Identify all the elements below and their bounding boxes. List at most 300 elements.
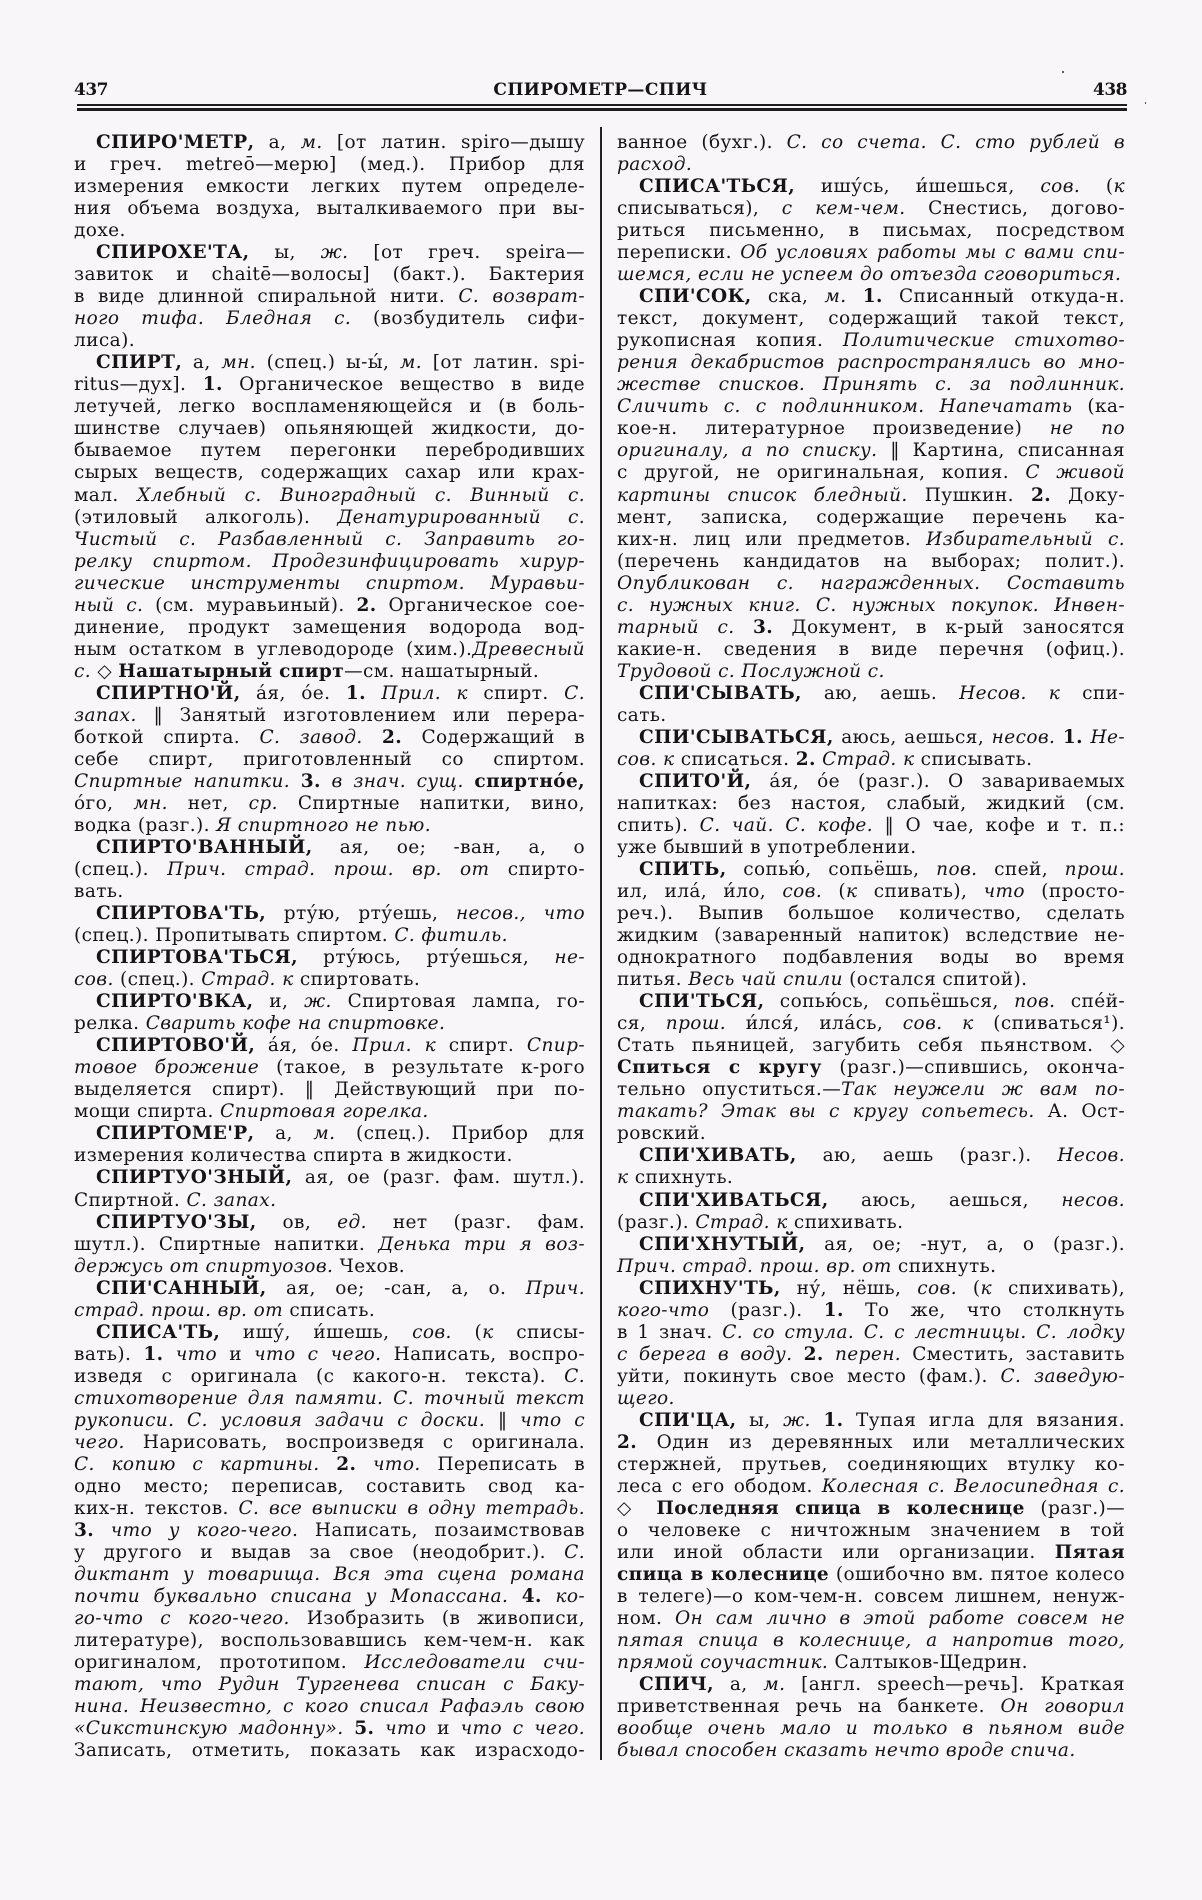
italic-text: что — [983, 881, 1025, 903]
headword: СПИ'ЦА, — [639, 1409, 737, 1431]
text-line — [617, 969, 1125, 991]
text-line — [617, 1696, 1125, 1718]
text — [290, 771, 301, 792]
text-line — [617, 551, 1125, 573]
italic-text: такать? Этак вы с кругу сопьетесь. — [617, 1101, 1035, 1123]
entry-first-line — [617, 1145, 1125, 1167]
text: ( — [1080, 176, 1114, 198]
text-line — [74, 1388, 585, 1410]
entry-first-line — [74, 1322, 585, 1344]
entry-first-line — [74, 132, 585, 154]
entry-first-line — [617, 1674, 1125, 1696]
text: у другого и выдав за свое (неодобрит.). — [74, 1542, 565, 1563]
text-line — [617, 1432, 1125, 1454]
text: ‖ Картина, списанная — [877, 440, 1125, 462]
text — [356, 1454, 373, 1475]
headword: СПИСА'ТЬ, — [96, 1321, 221, 1343]
text-line — [74, 1454, 585, 1476]
italic-text: Спиртные напитки. — [74, 770, 291, 792]
text: а́я, о́е. — [240, 682, 346, 704]
text: (спец.). Пропитывать спиртом. — [74, 925, 395, 947]
right-column — [617, 132, 1125, 1762]
text-line — [617, 925, 1125, 947]
text-line — [617, 1454, 1125, 1476]
text — [792, 1344, 803, 1365]
italic-text: Хлебный с. Виноградный с. Винный с. — [137, 484, 585, 506]
text: спи- — [1060, 682, 1125, 704]
entry-first-line — [74, 1212, 585, 1234]
text-line — [74, 1586, 585, 1608]
bold-text: 3. — [300, 770, 321, 792]
entry-first-line — [617, 176, 1125, 198]
text: ая, ое; -сан, а, о. — [266, 1277, 526, 1299]
italic-text: С. со счета. С. сто рублей в — [786, 132, 1125, 153]
text: жидким (заваренный напиток) вследствие не- — [617, 925, 1125, 947]
text: спирт. — [467, 682, 565, 704]
italic-text: кого-что — [617, 1299, 710, 1321]
entry-first-line — [617, 991, 1125, 1013]
text: одно место; переписав, составить свод ка- — [74, 1475, 585, 1497]
italic-text: С. со стула. С. с лестницы. С. лодку — [722, 1321, 1125, 1343]
entry-first-line — [617, 286, 1125, 308]
italic-text: ж. — [320, 242, 349, 264]
italic-text: перен. — [834, 1343, 902, 1365]
italic-text: Спир- — [526, 1035, 585, 1057]
text: ◇ — [91, 660, 119, 682]
italic-text: что с чего. — [254, 1343, 382, 1365]
text: леса с его ободом. — [617, 1475, 822, 1497]
text-line — [74, 154, 585, 176]
bold-text: 2. — [356, 594, 377, 616]
italic-text: картины список бледный. — [617, 484, 908, 506]
text-line — [74, 1145, 585, 1167]
entry-first-line — [617, 1234, 1125, 1256]
text: мощи спирта. — [74, 1101, 221, 1123]
text: Изобразить (в живописи, — [289, 1608, 585, 1630]
text-line — [617, 198, 1125, 220]
text-line — [74, 573, 585, 595]
italic-text: Прич. — [525, 1277, 585, 1299]
text-line — [74, 1542, 585, 1564]
bold-text: спица в колеснице — [617, 1564, 830, 1586]
italic-text: несов. — [991, 726, 1056, 748]
text: (перечень кандидатов на выборах; полит.). — [617, 550, 1125, 572]
text: однократного подбавления воды во время — [617, 947, 1125, 969]
text: мент, записка, содержащие перечень ка- — [617, 506, 1125, 528]
text: ванное (бухг.). — [617, 132, 787, 153]
bold-text: Последняя спица в колеснице — [656, 1497, 1025, 1519]
italic-text: рукописи. С. условия задачи с доски. — [74, 1409, 486, 1431]
text: рту́юсь, рту́ешься, — [297, 947, 555, 969]
text: списывать. — [914, 748, 1033, 770]
italic-text: расход. — [617, 154, 693, 176]
entry-first-line — [617, 1410, 1125, 1432]
text-line — [617, 1035, 1125, 1057]
text: лиса). — [74, 330, 135, 352]
text: Доку- — [1051, 484, 1125, 506]
italic-text: Сличить с. с подлинником. Напечатать — [617, 396, 1073, 418]
text-line — [74, 1057, 585, 1079]
italic-text: сов. — [412, 1321, 452, 1343]
italic-text: диктант у товарища. Вся эта сцена романа — [74, 1564, 585, 1586]
italic-text: ко- — [555, 1586, 586, 1608]
text: а́я, о́е. — [255, 1035, 353, 1057]
text: реч.). Выпив большое количество, сделать — [617, 903, 1125, 925]
text — [321, 771, 332, 792]
italic-text: Он говорил — [1000, 1696, 1125, 1718]
italic-text: С. завод. — [259, 726, 363, 748]
text: (возбудитель сифи- — [351, 308, 585, 330]
text: спихивать), — [992, 1277, 1125, 1299]
text: спирто- — [489, 859, 585, 881]
italic-text: оригиналу, а по списку. — [617, 440, 878, 462]
text-line — [74, 1101, 585, 1123]
text-line — [617, 507, 1125, 529]
italic-text: Страд. к — [201, 969, 294, 991]
text: кое-н. литературное произведение) — [617, 418, 1050, 440]
italic-text: Чистый с. Разбавленный с. Заправить го- — [74, 528, 585, 550]
text: уже бывший в употреблении. — [617, 837, 917, 858]
text: себе спирт, приготовленный со спиртом. — [74, 748, 585, 770]
headword: СПИТЬ, — [639, 859, 727, 881]
text: и́лся́, ила́сь, — [726, 1013, 903, 1035]
text-line — [617, 1322, 1125, 1344]
italic-text: что. — [373, 1453, 421, 1475]
text-line — [74, 330, 585, 352]
text: или иной области или организации. — [617, 1542, 1055, 1563]
text: в виде длинной спиральной нити. — [74, 286, 459, 308]
bold-text: Спиться с кругу — [617, 1057, 822, 1079]
italic-text: м. — [763, 1674, 786, 1696]
text-line — [617, 1476, 1125, 1498]
text-line — [617, 1740, 1125, 1762]
text: Чехов. — [333, 1255, 406, 1277]
text-line — [74, 396, 585, 418]
text: —см. нашатырный. — [344, 660, 540, 682]
headword: СПИ'ХНУТЫЙ, — [639, 1233, 806, 1255]
text: и — [426, 1718, 461, 1740]
italic-text: мн. — [221, 352, 256, 374]
text: спей, — [977, 859, 1065, 881]
text-line — [74, 485, 585, 507]
headword: СПИ'ХИВАТЬСЯ, — [639, 1189, 829, 1211]
text: напитках: без настоя, слабый, жидкий (см. — [617, 792, 1125, 814]
text: шинстве случаев) опьяняющей жидкости, до- — [74, 418, 585, 440]
italic-text: с берега в воду. — [617, 1343, 793, 1365]
italic-text: С. — [564, 682, 585, 704]
text: списываться), — [617, 198, 782, 220]
text — [811, 1410, 824, 1431]
text: аю, аешь (разг.). — [796, 1145, 1058, 1167]
italic-text: ж. — [304, 991, 332, 1013]
bold-text: Нашатырный спирт — [118, 660, 345, 682]
text: литературе), воспользовавшись кем-чем-н. как — [74, 1630, 585, 1652]
text: Органическое вещество в виде — [222, 374, 586, 396]
italic-text: к — [617, 1167, 629, 1189]
italic-text: пов. — [936, 859, 978, 881]
text-line — [74, 1630, 585, 1652]
text-line — [74, 1300, 585, 1322]
text: вать. — [74, 881, 124, 903]
italic-text: сов. к — [617, 748, 675, 770]
italic-text: запах. — [74, 704, 137, 726]
text: дохе. — [74, 220, 126, 242]
text: аю, аешь. — [801, 682, 960, 704]
text: ( — [451, 1321, 483, 1343]
text-line — [74, 727, 585, 749]
text: Нарисовать, воспроизведя с оригинала. — [124, 1431, 585, 1453]
text: Органическое сое- — [376, 594, 585, 616]
italic-text: го-что с кого-чего. — [74, 1608, 290, 1630]
text-line — [617, 881, 1125, 903]
text: приветственная речь на банкете. — [617, 1696, 1001, 1718]
text: ких-н. лиц или предметов. — [617, 528, 927, 550]
italic-text: шемся, если не успеем до отъезда сговориться. — [617, 264, 1122, 286]
italic-text: с. — [74, 660, 92, 682]
text: ая, ое; -ван, а, о — [312, 837, 585, 858]
italic-text: сов. к — [902, 1013, 974, 1035]
text — [824, 1344, 835, 1365]
text: боткой спирта. — [74, 726, 260, 748]
text-line — [74, 1498, 585, 1520]
text: ы, — [249, 242, 321, 264]
text — [508, 1586, 522, 1607]
text-line — [74, 1718, 585, 1740]
headword: СПИРТОВА'ТЬ, — [96, 903, 267, 925]
italic-text: ж. — [783, 1409, 811, 1431]
text — [374, 1718, 385, 1739]
text: в телеге)—о ком-чем-н. совсем лишнем, ненуж- — [617, 1586, 1125, 1608]
text: ritus—дух]. — [74, 374, 203, 396]
text-line — [74, 1013, 585, 1035]
text: спивать), — [857, 881, 984, 903]
text — [464, 771, 475, 792]
text-line — [617, 1256, 1125, 1278]
text-line — [74, 771, 585, 793]
text: спиртовать. — [293, 969, 421, 991]
italic-text: С. фитиль. — [394, 925, 508, 947]
italic-text: Страд. к — [822, 748, 915, 770]
text: Пушкин. — [907, 484, 1031, 506]
text: (спец.) ы-ы́, — [255, 352, 400, 374]
italic-text: бывал способен сказать нечто вроде спича. — [617, 1740, 1076, 1762]
text: сать. — [617, 704, 667, 726]
text: а, — [182, 352, 222, 374]
text: риться письменно, в письмах, посредством — [617, 220, 1125, 242]
bold-text: 2. — [795, 748, 816, 770]
text-line — [74, 1432, 585, 1454]
text-line — [74, 1520, 585, 1542]
headword: СПИ'ТЬСЯ, — [639, 991, 765, 1013]
text-line — [74, 1476, 585, 1498]
text-line — [74, 1256, 585, 1278]
text: [от греч. speira— — [348, 242, 585, 264]
text: а, — [714, 1674, 764, 1696]
text: (см. муравьиный). — [143, 594, 357, 616]
text-line — [74, 661, 585, 683]
text-line — [617, 220, 1125, 242]
text: измерения количества спирта в жидкости. — [74, 1145, 513, 1167]
text — [1055, 727, 1063, 748]
text: ы, — [736, 1409, 784, 1431]
text: ов, — [256, 1211, 338, 1233]
text-line — [617, 705, 1125, 727]
bold-text: 4. — [521, 1586, 542, 1608]
text: ровский. — [617, 1123, 707, 1145]
italic-text: вообще очень мало и только в пьяном виде — [617, 1718, 1125, 1740]
text-line — [74, 176, 585, 198]
text — [542, 1586, 556, 1607]
text-line — [617, 132, 1125, 154]
text-line — [74, 749, 585, 771]
entry-first-line — [74, 1278, 585, 1300]
text: спе́й- — [1055, 991, 1125, 1013]
italic-text: к — [1113, 176, 1125, 198]
italic-text: Прил. к — [381, 682, 468, 704]
text: ся, — [617, 1013, 666, 1035]
italic-text: ный с. — [74, 594, 144, 616]
headword: СПИТО'Й, — [639, 770, 752, 792]
text-line — [617, 1123, 1125, 1145]
text: рту́ю, рту́ешь, — [266, 903, 456, 925]
text-line — [74, 1079, 585, 1101]
italic-text: нина. Неизвестно, с кого списал Рафаэль свою — [74, 1696, 585, 1718]
text: ( — [956, 1277, 981, 1299]
text-line — [74, 1652, 585, 1674]
text: Спиртной. — [74, 1189, 187, 1211]
text-line — [617, 595, 1125, 617]
text-line — [74, 529, 585, 551]
italic-text: ср. — [248, 792, 278, 814]
italic-text: Денатурированный с. — [337, 506, 585, 528]
text-line — [74, 815, 585, 837]
text-line — [617, 1300, 1125, 1322]
bold-text: 3. — [752, 616, 774, 638]
italic-text: что с — [520, 1409, 585, 1431]
text: а, — [254, 132, 301, 153]
text: Содержащий в — [402, 726, 586, 748]
text: ска, — [751, 286, 825, 308]
entry-first-line — [74, 1123, 585, 1145]
text-line — [617, 1212, 1125, 1234]
italic-text: к — [846, 881, 858, 903]
header-double-rule — [77, 104, 1127, 111]
text-line — [617, 529, 1125, 551]
text: мал. — [74, 484, 138, 506]
text-line — [74, 440, 585, 462]
text: тельно опуститься.— — [617, 1079, 842, 1101]
text: водка (разг.). — [74, 814, 217, 836]
text: Салтыков-Щедрин. — [828, 1652, 1028, 1674]
text: ном. — [617, 1608, 675, 1630]
headword: СПИРОХЕ'ТА, — [96, 242, 250, 264]
italic-text: с. нужных книг. С. нужных покупок. Инвен- — [617, 594, 1125, 616]
text: (ошибочно вм. пятое колесо — [829, 1564, 1126, 1586]
text: изведя с оригинала (с какого-н. текста). — [74, 1365, 565, 1387]
text: Записать, отметить, показать как израсходо- — [74, 1740, 585, 1762]
italic-text: Трудовой с. Послужной с. — [617, 660, 885, 682]
italic-text: Так неужели ж вам по- — [841, 1079, 1125, 1101]
text-line — [74, 969, 585, 991]
italic-text: С. — [564, 1542, 585, 1563]
bold-text: 2. — [382, 726, 403, 748]
italic-text: пов. — [1014, 991, 1056, 1013]
text: (спец.). Прибор для — [335, 1123, 585, 1145]
italic-text: Исследователи счи- — [364, 1652, 586, 1674]
text-line — [74, 551, 585, 573]
italic-text: С. чай. С. кофе. — [699, 814, 874, 836]
text: выделяется спирт). ‖ Действующий при по- — [74, 1079, 585, 1101]
text: завиток и chaitē—волосы] (бакт.). Бактерия — [74, 264, 585, 286]
italic-text: мн. — [133, 792, 168, 814]
text: а́я, о́е (разг.). О завариваемых — [751, 770, 1125, 792]
text-line — [617, 639, 1125, 661]
page-number-right: 438 — [1093, 80, 1127, 100]
text-line — [74, 418, 585, 440]
text: списать. — [283, 1299, 376, 1321]
text-line — [617, 308, 1125, 330]
text: релка. — [74, 1013, 146, 1035]
bold-text: 1. — [862, 286, 883, 308]
italic-text: С живой — [1025, 462, 1125, 484]
text: Написать, воспро- — [381, 1343, 586, 1365]
text: а, — [254, 1123, 314, 1145]
column-divider — [600, 127, 602, 1760]
entry-first-line — [617, 859, 1125, 881]
italic-text: Прил. к — [352, 1035, 437, 1057]
text-line — [617, 418, 1125, 440]
text: (разг.)—спившись, оконча- — [821, 1057, 1125, 1079]
text: (разг.)— — [1024, 1497, 1125, 1519]
text: Один из деревянных или металлических — [637, 1431, 1125, 1453]
text: вать). — [74, 1343, 144, 1365]
text-line — [617, 749, 1125, 771]
headword: СПИ'СЫВАТЬ, — [639, 682, 802, 704]
italic-text: ного тифа. Бледная с. — [74, 308, 352, 330]
text-line — [617, 573, 1125, 595]
text — [94, 1520, 111, 1541]
text-line — [617, 1564, 1125, 1586]
text: ких-н. текстов. — [74, 1497, 239, 1519]
text-line — [74, 1234, 585, 1256]
italic-text: что у кого-чего. — [110, 1519, 299, 1541]
entry-first-line — [74, 947, 585, 969]
italic-text: м. — [300, 132, 323, 153]
text: ну́, нёшь, — [780, 1277, 918, 1299]
italic-text: к — [482, 1321, 494, 1343]
text: Переписать в — [420, 1453, 586, 1475]
text: Написать, позаимствовав — [298, 1519, 585, 1541]
italic-text: С. копию с картины. — [74, 1453, 320, 1475]
headword: СПИ'СОК, — [639, 286, 752, 308]
text: Снестись, догово- — [905, 198, 1125, 220]
text: Спиртные напитки, вино, — [277, 792, 585, 814]
italic-text: чего. — [74, 1431, 125, 1453]
text: стержней, прутьев, соединяющих втулку ко- — [617, 1453, 1125, 1475]
text: (просто- — [1024, 881, 1125, 903]
text: (такое, в результате к-рого — [259, 1057, 585, 1079]
bold-text: 1. — [1062, 726, 1083, 748]
text-line — [617, 154, 1125, 176]
text: (этиловый алкоголь). — [74, 506, 338, 528]
text: аюсь, аешься, — [833, 726, 992, 748]
text-line — [74, 308, 585, 330]
text: ‖ Занятый изготовлением или перера- — [136, 704, 585, 726]
page-number-left: 437 — [74, 80, 108, 100]
text — [847, 286, 863, 307]
text: Документ, в к-рый заносятся — [773, 616, 1125, 638]
text-line — [617, 793, 1125, 815]
